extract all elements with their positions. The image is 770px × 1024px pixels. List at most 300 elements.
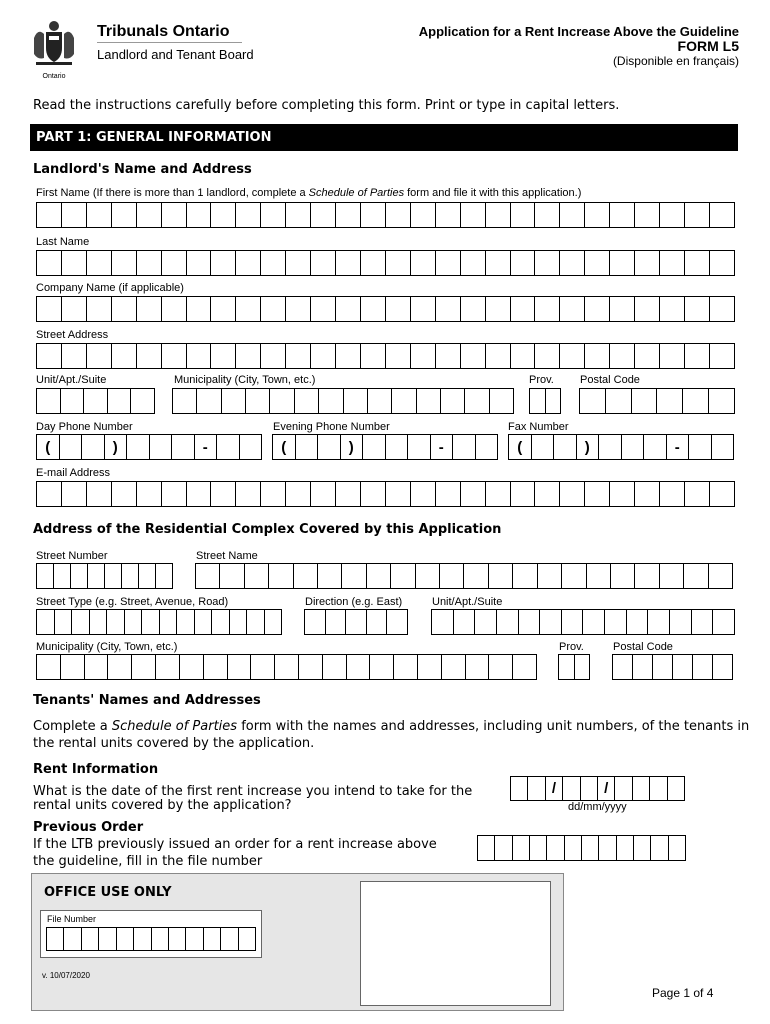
char-cell[interactable] bbox=[692, 610, 714, 634]
char-cell[interactable] bbox=[172, 435, 195, 459]
char-cell[interactable] bbox=[587, 564, 611, 588]
char-cell[interactable] bbox=[442, 655, 466, 679]
char-cell[interactable] bbox=[346, 610, 367, 634]
complex-municipality-field[interactable] bbox=[36, 654, 537, 680]
char-cell[interactable] bbox=[436, 482, 461, 506]
dash-separator[interactable]: - bbox=[431, 435, 454, 459]
char-cell[interactable] bbox=[635, 251, 660, 275]
char-cell[interactable] bbox=[261, 203, 286, 227]
char-cell[interactable] bbox=[112, 344, 137, 368]
char-cell[interactable] bbox=[712, 435, 734, 459]
char-cell[interactable] bbox=[187, 344, 212, 368]
char-cell[interactable] bbox=[411, 203, 436, 227]
char-cell[interactable] bbox=[538, 564, 562, 588]
landlord-unit-field[interactable] bbox=[36, 388, 155, 414]
char-cell[interactable] bbox=[211, 297, 236, 321]
char-cell[interactable] bbox=[651, 836, 668, 860]
char-cell[interactable] bbox=[585, 251, 610, 275]
fax-field[interactable] bbox=[508, 434, 734, 460]
char-cell[interactable] bbox=[88, 564, 105, 588]
char-cell[interactable] bbox=[486, 482, 511, 506]
char-cell[interactable] bbox=[361, 482, 386, 506]
char-cell[interactable] bbox=[511, 203, 536, 227]
char-cell[interactable] bbox=[611, 564, 635, 588]
char-cell[interactable] bbox=[131, 389, 154, 413]
street-number-field[interactable] bbox=[36, 563, 173, 589]
char-cell[interactable] bbox=[318, 435, 341, 459]
char-cell[interactable] bbox=[221, 928, 238, 950]
char-cell[interactable] bbox=[386, 251, 411, 275]
char-cell[interactable] bbox=[137, 251, 162, 275]
char-cell[interactable] bbox=[305, 610, 326, 634]
char-cell[interactable] bbox=[236, 203, 261, 227]
char-cell[interactable] bbox=[408, 435, 431, 459]
char-cell[interactable] bbox=[635, 344, 660, 368]
char-cell[interactable] bbox=[326, 610, 347, 634]
char-cell[interactable] bbox=[535, 203, 560, 227]
char-cell[interactable] bbox=[228, 655, 252, 679]
char-cell[interactable] bbox=[204, 928, 221, 950]
char-cell[interactable] bbox=[336, 297, 361, 321]
char-cell[interactable] bbox=[62, 203, 87, 227]
char-cell[interactable] bbox=[585, 203, 610, 227]
day-phone-field[interactable] bbox=[36, 434, 262, 460]
char-cell[interactable] bbox=[72, 610, 90, 634]
char-cell[interactable] bbox=[560, 297, 585, 321]
char-cell[interactable] bbox=[212, 610, 230, 634]
char-cell[interactable] bbox=[685, 297, 710, 321]
char-cell[interactable] bbox=[217, 435, 240, 459]
char-cell[interactable] bbox=[685, 482, 710, 506]
char-cell[interactable] bbox=[478, 836, 495, 860]
char-cell[interactable] bbox=[137, 297, 162, 321]
date-slash[interactable]: / bbox=[546, 777, 563, 800]
char-cell[interactable] bbox=[363, 435, 386, 459]
char-cell[interactable] bbox=[635, 482, 660, 506]
char-cell[interactable] bbox=[617, 836, 634, 860]
char-cell[interactable] bbox=[162, 344, 187, 368]
char-cell[interactable] bbox=[230, 610, 248, 634]
char-cell[interactable] bbox=[311, 203, 336, 227]
char-cell[interactable] bbox=[55, 610, 73, 634]
char-cell[interactable] bbox=[585, 344, 610, 368]
char-cell[interactable] bbox=[417, 389, 441, 413]
char-cell[interactable] bbox=[220, 564, 244, 588]
char-cell[interactable] bbox=[657, 389, 683, 413]
char-cell[interactable] bbox=[486, 297, 511, 321]
char-cell[interactable] bbox=[540, 610, 562, 634]
char-cell[interactable] bbox=[82, 435, 105, 459]
char-cell[interactable] bbox=[177, 610, 195, 634]
char-cell[interactable] bbox=[137, 482, 162, 506]
char-cell[interactable] bbox=[62, 251, 87, 275]
char-cell[interactable] bbox=[387, 610, 407, 634]
close-paren[interactable]: ) bbox=[341, 435, 364, 459]
open-paren[interactable]: ( bbox=[509, 435, 532, 459]
char-cell[interactable] bbox=[64, 928, 81, 950]
char-cell[interactable] bbox=[311, 251, 336, 275]
char-cell[interactable] bbox=[336, 251, 361, 275]
char-cell[interactable] bbox=[461, 203, 486, 227]
char-cell[interactable] bbox=[295, 389, 319, 413]
char-cell[interactable] bbox=[644, 435, 667, 459]
street-address-field[interactable] bbox=[36, 343, 735, 369]
char-cell[interactable] bbox=[162, 482, 187, 506]
char-cell[interactable] bbox=[87, 251, 112, 275]
char-cell[interactable] bbox=[432, 610, 454, 634]
char-cell[interactable] bbox=[367, 564, 391, 588]
landlord-postal-field[interactable] bbox=[579, 388, 735, 414]
char-cell[interactable] bbox=[137, 203, 162, 227]
char-cell[interactable] bbox=[386, 203, 411, 227]
char-cell[interactable] bbox=[60, 435, 83, 459]
char-cell[interactable] bbox=[342, 564, 366, 588]
char-cell[interactable] bbox=[511, 297, 536, 321]
dash-separator[interactable]: - bbox=[195, 435, 218, 459]
char-cell[interactable] bbox=[211, 482, 236, 506]
char-cell[interactable] bbox=[575, 655, 590, 679]
char-cell[interactable] bbox=[411, 297, 436, 321]
char-cell[interactable] bbox=[613, 655, 633, 679]
char-cell[interactable] bbox=[416, 564, 440, 588]
char-cell[interactable] bbox=[392, 389, 416, 413]
char-cell[interactable] bbox=[535, 251, 560, 275]
street-name-field[interactable] bbox=[195, 563, 733, 589]
char-cell[interactable] bbox=[275, 655, 299, 679]
char-cell[interactable] bbox=[530, 836, 547, 860]
char-cell[interactable] bbox=[294, 564, 318, 588]
char-cell[interactable] bbox=[562, 610, 584, 634]
char-cell[interactable] bbox=[610, 344, 635, 368]
char-cell[interactable] bbox=[344, 389, 368, 413]
char-cell[interactable] bbox=[286, 482, 311, 506]
char-cell[interactable] bbox=[610, 297, 635, 321]
char-cell[interactable] bbox=[668, 777, 684, 800]
char-cell[interactable] bbox=[318, 564, 342, 588]
char-cell[interactable] bbox=[685, 344, 710, 368]
char-cell[interactable] bbox=[386, 482, 411, 506]
char-cell[interactable] bbox=[582, 836, 599, 860]
char-cell[interactable] bbox=[152, 928, 169, 950]
char-cell[interactable] bbox=[367, 610, 388, 634]
char-cell[interactable] bbox=[386, 435, 409, 459]
char-cell[interactable] bbox=[105, 564, 122, 588]
char-cell[interactable] bbox=[197, 389, 221, 413]
char-cell[interactable] bbox=[222, 389, 246, 413]
char-cell[interactable] bbox=[497, 610, 519, 634]
char-cell[interactable] bbox=[513, 564, 537, 588]
char-cell[interactable] bbox=[245, 564, 269, 588]
complex-prov-field[interactable] bbox=[558, 654, 590, 680]
char-cell[interactable] bbox=[85, 655, 109, 679]
char-cell[interactable] bbox=[37, 203, 62, 227]
char-cell[interactable] bbox=[37, 344, 62, 368]
char-cell[interactable] bbox=[559, 655, 575, 679]
char-cell[interactable] bbox=[465, 389, 489, 413]
char-cell[interactable] bbox=[453, 435, 476, 459]
last-name-field[interactable] bbox=[36, 250, 735, 276]
char-cell[interactable] bbox=[90, 610, 108, 634]
char-cell[interactable] bbox=[160, 610, 178, 634]
char-cell[interactable] bbox=[710, 297, 734, 321]
char-cell[interactable] bbox=[112, 482, 137, 506]
char-cell[interactable] bbox=[599, 836, 616, 860]
char-cell[interactable] bbox=[169, 928, 186, 950]
char-cell[interactable] bbox=[513, 836, 530, 860]
char-cell[interactable] bbox=[546, 389, 561, 413]
char-cell[interactable] bbox=[196, 564, 220, 588]
char-cell[interactable] bbox=[108, 389, 132, 413]
complex-postal-field[interactable] bbox=[612, 654, 733, 680]
char-cell[interactable] bbox=[323, 655, 347, 679]
char-cell[interactable] bbox=[464, 564, 488, 588]
char-cell[interactable] bbox=[511, 344, 536, 368]
char-cell[interactable] bbox=[286, 297, 311, 321]
char-cell[interactable] bbox=[486, 251, 511, 275]
char-cell[interactable] bbox=[87, 203, 112, 227]
char-cell[interactable] bbox=[411, 251, 436, 275]
char-cell[interactable] bbox=[689, 435, 712, 459]
char-cell[interactable] bbox=[37, 564, 54, 588]
char-cell[interactable] bbox=[436, 203, 461, 227]
char-cell[interactable] bbox=[211, 203, 236, 227]
char-cell[interactable] bbox=[461, 344, 486, 368]
char-cell[interactable] bbox=[137, 344, 162, 368]
char-cell[interactable] bbox=[683, 389, 709, 413]
char-cell[interactable] bbox=[336, 203, 361, 227]
char-cell[interactable] bbox=[319, 389, 343, 413]
char-cell[interactable] bbox=[236, 344, 261, 368]
char-cell[interactable] bbox=[125, 610, 143, 634]
char-cell[interactable] bbox=[150, 435, 173, 459]
street-type-field[interactable] bbox=[36, 609, 282, 635]
char-cell[interactable] bbox=[713, 610, 734, 634]
char-cell[interactable] bbox=[240, 435, 262, 459]
char-cell[interactable] bbox=[156, 564, 172, 588]
char-cell[interactable] bbox=[87, 344, 112, 368]
char-cell[interactable] bbox=[511, 251, 536, 275]
landlord-municipality-field[interactable] bbox=[172, 388, 514, 414]
char-cell[interactable] bbox=[251, 655, 275, 679]
char-cell[interactable] bbox=[311, 297, 336, 321]
char-cell[interactable] bbox=[418, 655, 442, 679]
char-cell[interactable] bbox=[361, 297, 386, 321]
char-cell[interactable] bbox=[660, 251, 685, 275]
char-cell[interactable] bbox=[441, 389, 465, 413]
evening-phone-field[interactable] bbox=[272, 434, 498, 460]
char-cell[interactable] bbox=[605, 610, 627, 634]
char-cell[interactable] bbox=[54, 564, 71, 588]
char-cell[interactable] bbox=[635, 564, 659, 588]
char-cell[interactable] bbox=[528, 777, 545, 800]
char-cell[interactable] bbox=[565, 836, 582, 860]
char-cell[interactable] bbox=[368, 389, 392, 413]
char-cell[interactable] bbox=[265, 610, 282, 634]
char-cell[interactable] bbox=[286, 251, 311, 275]
char-cell[interactable] bbox=[162, 203, 187, 227]
char-cell[interactable] bbox=[693, 655, 713, 679]
char-cell[interactable] bbox=[627, 610, 649, 634]
char-cell[interactable] bbox=[673, 655, 693, 679]
char-cell[interactable] bbox=[361, 344, 386, 368]
char-cell[interactable] bbox=[236, 297, 261, 321]
open-paren[interactable]: ( bbox=[273, 435, 296, 459]
char-cell[interactable] bbox=[650, 777, 667, 800]
char-cell[interactable] bbox=[440, 564, 464, 588]
char-cell[interactable] bbox=[361, 203, 386, 227]
char-cell[interactable] bbox=[461, 251, 486, 275]
char-cell[interactable] bbox=[585, 297, 610, 321]
char-cell[interactable] bbox=[632, 389, 658, 413]
char-cell[interactable] bbox=[187, 297, 212, 321]
char-cell[interactable] bbox=[583, 610, 605, 634]
char-cell[interactable] bbox=[261, 297, 286, 321]
char-cell[interactable] bbox=[386, 297, 411, 321]
dash-separator[interactable]: - bbox=[667, 435, 690, 459]
char-cell[interactable] bbox=[134, 928, 151, 950]
first-name-field[interactable] bbox=[36, 202, 735, 228]
char-cell[interactable] bbox=[132, 655, 156, 679]
char-cell[interactable] bbox=[270, 389, 294, 413]
char-cell[interactable] bbox=[670, 610, 692, 634]
char-cell[interactable] bbox=[615, 777, 632, 800]
char-cell[interactable] bbox=[269, 564, 293, 588]
char-cell[interactable] bbox=[585, 482, 610, 506]
char-cell[interactable] bbox=[187, 251, 212, 275]
char-cell[interactable] bbox=[511, 482, 536, 506]
char-cell[interactable] bbox=[180, 655, 204, 679]
char-cell[interactable] bbox=[634, 836, 651, 860]
char-cell[interactable] bbox=[142, 610, 160, 634]
char-cell[interactable] bbox=[411, 344, 436, 368]
char-cell[interactable] bbox=[495, 836, 512, 860]
char-cell[interactable] bbox=[653, 655, 673, 679]
office-file-number-field[interactable] bbox=[46, 927, 256, 951]
char-cell[interactable] bbox=[562, 564, 586, 588]
char-cell[interactable] bbox=[660, 203, 685, 227]
char-cell[interactable] bbox=[684, 564, 708, 588]
char-cell[interactable] bbox=[633, 655, 653, 679]
char-cell[interactable] bbox=[660, 482, 685, 506]
char-cell[interactable] bbox=[127, 435, 150, 459]
char-cell[interactable] bbox=[261, 344, 286, 368]
char-cell[interactable] bbox=[560, 251, 585, 275]
char-cell[interactable] bbox=[386, 344, 411, 368]
char-cell[interactable] bbox=[535, 482, 560, 506]
char-cell[interactable] bbox=[685, 251, 710, 275]
char-cell[interactable] bbox=[622, 435, 645, 459]
company-name-field[interactable] bbox=[36, 296, 735, 322]
char-cell[interactable] bbox=[635, 203, 660, 227]
char-cell[interactable] bbox=[581, 777, 598, 800]
char-cell[interactable] bbox=[560, 344, 585, 368]
close-paren[interactable]: ) bbox=[577, 435, 600, 459]
close-paren[interactable]: ) bbox=[105, 435, 128, 459]
char-cell[interactable] bbox=[71, 564, 88, 588]
char-cell[interactable] bbox=[37, 297, 62, 321]
char-cell[interactable] bbox=[107, 610, 125, 634]
char-cell[interactable] bbox=[476, 435, 498, 459]
char-cell[interactable] bbox=[669, 836, 685, 860]
rent-increase-date-field[interactable] bbox=[510, 776, 685, 801]
open-paren[interactable]: ( bbox=[37, 435, 60, 459]
char-cell[interactable] bbox=[436, 344, 461, 368]
char-cell[interactable] bbox=[606, 389, 632, 413]
char-cell[interactable] bbox=[139, 564, 156, 588]
char-cell[interactable] bbox=[82, 928, 99, 950]
direction-field[interactable] bbox=[304, 609, 408, 635]
char-cell[interactable] bbox=[112, 297, 137, 321]
char-cell[interactable] bbox=[211, 344, 236, 368]
char-cell[interactable] bbox=[560, 203, 585, 227]
char-cell[interactable] bbox=[560, 482, 585, 506]
char-cell[interactable] bbox=[554, 435, 577, 459]
char-cell[interactable] bbox=[236, 251, 261, 275]
char-cell[interactable] bbox=[62, 482, 87, 506]
char-cell[interactable] bbox=[99, 928, 116, 950]
char-cell[interactable] bbox=[599, 435, 622, 459]
char-cell[interactable] bbox=[37, 610, 55, 634]
char-cell[interactable] bbox=[336, 344, 361, 368]
char-cell[interactable] bbox=[563, 777, 580, 800]
char-cell[interactable] bbox=[490, 389, 513, 413]
char-cell[interactable] bbox=[261, 482, 286, 506]
char-cell[interactable] bbox=[660, 344, 685, 368]
char-cell[interactable] bbox=[122, 564, 139, 588]
char-cell[interactable] bbox=[112, 251, 137, 275]
email-field[interactable] bbox=[36, 481, 735, 507]
char-cell[interactable] bbox=[187, 482, 212, 506]
char-cell[interactable] bbox=[37, 655, 61, 679]
char-cell[interactable] bbox=[391, 564, 415, 588]
char-cell[interactable] bbox=[195, 610, 213, 634]
char-cell[interactable] bbox=[296, 435, 319, 459]
char-cell[interactable] bbox=[648, 610, 670, 634]
char-cell[interactable] bbox=[486, 203, 511, 227]
char-cell[interactable] bbox=[610, 203, 635, 227]
char-cell[interactable] bbox=[710, 344, 734, 368]
char-cell[interactable] bbox=[361, 251, 386, 275]
char-cell[interactable] bbox=[239, 928, 255, 950]
char-cell[interactable] bbox=[186, 928, 203, 950]
char-cell[interactable] bbox=[454, 610, 476, 634]
char-cell[interactable] bbox=[62, 344, 87, 368]
char-cell[interactable] bbox=[336, 482, 361, 506]
char-cell[interactable] bbox=[162, 251, 187, 275]
char-cell[interactable] bbox=[204, 655, 228, 679]
char-cell[interactable] bbox=[87, 297, 112, 321]
char-cell[interactable] bbox=[461, 297, 486, 321]
char-cell[interactable] bbox=[660, 297, 685, 321]
char-cell[interactable] bbox=[286, 203, 311, 227]
char-cell[interactable] bbox=[709, 564, 732, 588]
char-cell[interactable] bbox=[62, 297, 87, 321]
char-cell[interactable] bbox=[61, 655, 85, 679]
char-cell[interactable] bbox=[211, 251, 236, 275]
char-cell[interactable] bbox=[535, 297, 560, 321]
char-cell[interactable] bbox=[37, 482, 62, 506]
char-cell[interactable] bbox=[535, 344, 560, 368]
char-cell[interactable] bbox=[299, 655, 323, 679]
date-slash[interactable]: / bbox=[598, 777, 615, 800]
char-cell[interactable] bbox=[489, 564, 513, 588]
char-cell[interactable] bbox=[47, 928, 64, 950]
char-cell[interactable] bbox=[156, 655, 180, 679]
previous-order-file-number-field[interactable] bbox=[477, 835, 686, 861]
char-cell[interactable] bbox=[513, 655, 536, 679]
char-cell[interactable] bbox=[610, 482, 635, 506]
char-cell[interactable] bbox=[286, 344, 311, 368]
